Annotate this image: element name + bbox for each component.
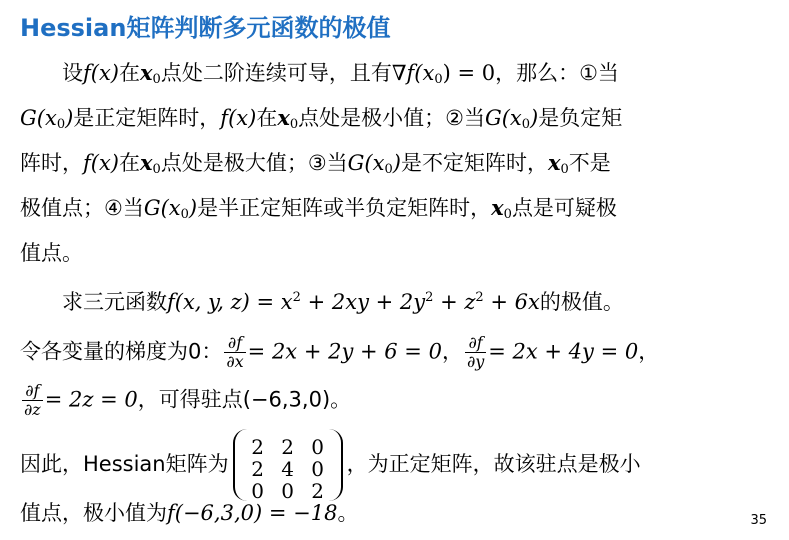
text: 。 [337, 501, 359, 525]
math-sub: 0 [289, 117, 299, 132]
math-sub: 0 [434, 72, 443, 87]
math-sub: 0 [521, 117, 531, 132]
math-func: + z [433, 290, 476, 314]
math-func: + 2xy + 2y [300, 290, 426, 314]
math-func: + 6x [483, 290, 540, 314]
math-x0: x [491, 195, 504, 220]
math-sub: 0 [384, 162, 393, 177]
text: 求三元函数 [62, 290, 167, 314]
text: 是不定矩阵时， [400, 151, 548, 175]
math-sub: 0 [56, 117, 66, 132]
text: 是半正定矩阵或半负定矩阵时， [197, 196, 492, 220]
text: 点处二阶连续可导，且有 [160, 61, 392, 85]
gradient-line2 [20, 382, 351, 419]
math-sub: 0 [503, 207, 512, 222]
text: 点处是极大值；③当 [160, 151, 348, 175]
math-sub: 0 [560, 162, 569, 177]
math-sub: 0 [152, 72, 161, 87]
math-fx: f(x) [83, 61, 120, 85]
math-G-end: ) [65, 106, 74, 130]
matrix-cell: 2 [281, 435, 294, 459]
matrix-cell: 4 [281, 457, 294, 481]
frac-den: ∂y [466, 352, 485, 371]
math-G-end: ) [188, 196, 198, 220]
text: 因此，Hessian矩阵为 [20, 452, 229, 476]
page-number: 35 [750, 513, 767, 528]
example-line [62, 283, 624, 317]
math-sup: 2 [425, 290, 434, 305]
math-x0: x [140, 60, 153, 85]
math-x0: x [547, 150, 561, 175]
matrix-cell: 0 [311, 435, 324, 459]
math-sup: 2 [475, 290, 484, 305]
math-G-end: ) [530, 106, 539, 130]
math-G: G(x [143, 196, 181, 220]
gradient-line1 [20, 334, 659, 371]
math-G-end: ) [392, 151, 401, 175]
text: ，可得驻点(−6,3,0)。 [137, 387, 352, 412]
text: ， [441, 339, 463, 364]
math-grad: ∇f(x [391, 61, 435, 85]
matrix-cell: 2 [311, 479, 324, 503]
hessian-matrix [233, 432, 343, 503]
text: 点是可疑极 [511, 196, 617, 220]
math-func: f(x, y, z) = x [167, 290, 293, 314]
text: 是正定矩阵时， [73, 106, 221, 130]
matrix-cell: 0 [251, 479, 264, 503]
math-eq: = 2x + 2y + 6 = 0 [247, 339, 442, 364]
math-fx: f(x) [220, 106, 257, 130]
frac-num: ∂f [465, 334, 486, 353]
text: ，那么：①当 [495, 61, 619, 85]
text: ，为正定矩阵，故该驻点是极小 [346, 452, 641, 476]
math-sub: 0 [180, 207, 189, 222]
frac-num: ∂f [22, 382, 43, 401]
frac-num: ∂f [224, 334, 245, 353]
math-grad-end: ) = 0 [442, 61, 496, 85]
fraction-df-dz [22, 382, 43, 419]
result-line [20, 498, 358, 528]
matrix-cell: 2 [251, 435, 264, 459]
math-fx: f(x) [83, 151, 120, 175]
math-eq: = 2x + 4y = 0 [488, 339, 639, 364]
para1-line4 [20, 193, 617, 230]
math-G: G(x [484, 106, 522, 130]
text: 令各变量的梯度为0： [20, 339, 223, 364]
math-x0: x [140, 150, 153, 175]
text: 设 [62, 61, 83, 85]
math-sub: 0 [152, 162, 161, 177]
para1-line2 [20, 103, 622, 140]
matrix-cell: 0 [311, 457, 324, 481]
matrix-cell: 0 [281, 479, 294, 503]
text: 值点，极小值为 [20, 501, 167, 525]
fraction-df-dx [224, 334, 245, 371]
math-x0: x [277, 105, 290, 130]
fraction-df-dy [465, 334, 486, 371]
text: 是负定矩 [538, 106, 623, 130]
math-G: G(x [20, 106, 57, 130]
text: 的极值。 [539, 290, 624, 314]
math-eq: = 2z = 0 [44, 387, 138, 412]
slide-title: Hessian矩阵判断多元函数的极值 [20, 14, 391, 42]
para1-line1 [62, 58, 619, 95]
para1-line5 [20, 238, 83, 268]
math-result: f(−6,3,0) = −18 [167, 501, 338, 525]
frac-den: ∂z [24, 400, 41, 419]
math-sup: 2 [292, 290, 301, 305]
text: 值点。 [20, 241, 83, 265]
frac-den: ∂x [226, 352, 244, 371]
text: 不是 [568, 151, 611, 175]
para1-line3 [20, 148, 611, 185]
matrix-grid [233, 432, 343, 503]
text: 在 [119, 151, 141, 175]
math-G: G(x [347, 151, 385, 175]
right-paren [329, 429, 343, 501]
text: ， [638, 339, 660, 364]
left-paren [233, 429, 247, 501]
text: 在 [256, 106, 278, 130]
text: 在 [119, 61, 141, 85]
text: 点处是极小值；②当 [298, 106, 485, 130]
text: 阵时， [20, 151, 83, 175]
hessian-line [20, 432, 641, 503]
matrix-cell: 2 [251, 457, 264, 481]
text: 极值点；④当 [20, 196, 144, 220]
